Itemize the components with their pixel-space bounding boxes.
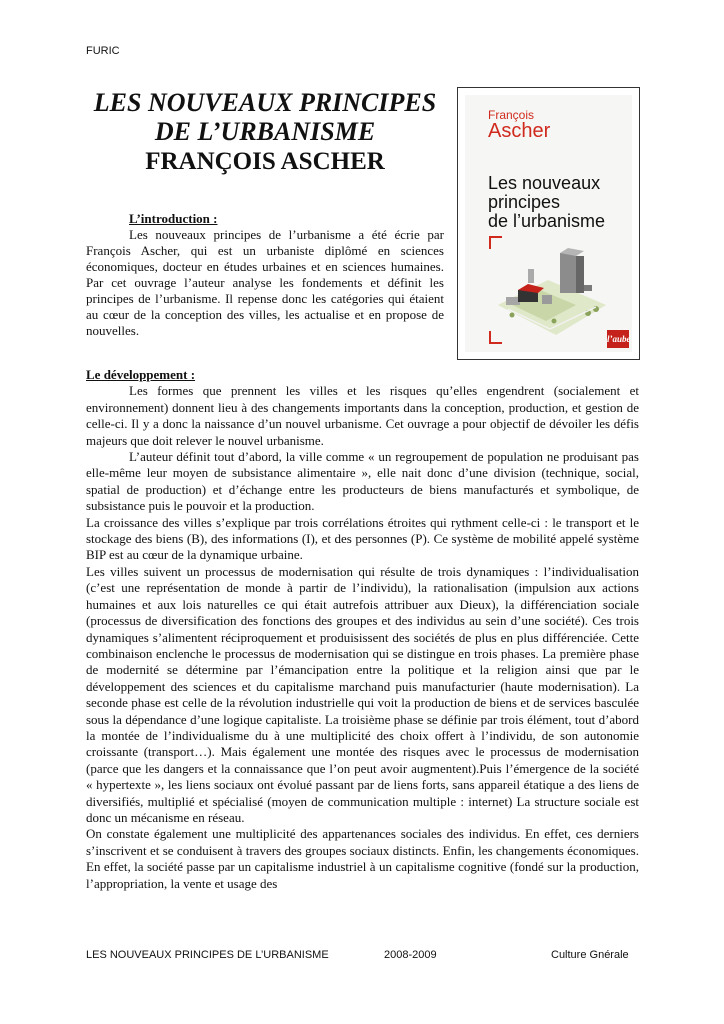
footer-title: LES NOUVEAUX PRINCIPES DE L’URBANISME [86, 949, 329, 961]
cover-author-first: François [488, 108, 535, 122]
development-section [86, 367, 639, 892]
footer-year: 2008-2009 [384, 949, 437, 961]
cover-title-line: Les nouveaux [488, 173, 601, 193]
cover-title-line: principes [488, 192, 561, 212]
header-label: FURIC [86, 45, 120, 57]
cover-city-illustration [488, 235, 608, 345]
cover-title [488, 174, 628, 231]
cover-title-line: de l’urbanisme [488, 211, 606, 231]
document-title [86, 88, 444, 176]
body-paragraph: Les villes suivent un processus de modernisation qui résulte de trois dynamiques : l’individualisation (c’est une représentation de monde à partir de l’individu), la rationalisation (impulsion aux actions humaines et aux lois naturelles ce qui était autrefois attribuer aux Dieux), la différenciation sociale (processus de diversification des fonctions des groupes et des individus au sein d’une société). Ces trois dynamiques s’alimentent réciproquement et produisissent des sociétés de plus en plus différenciée. Cette combinaison enclenche le processus de modernisation qui se distingue en trois phases. La première phase de modernité se détermine par l’émancipation entre la politique et la religion ainsi que par le développement des sciences et du capitalisme marchand puis manufacturier (haute modernisation). La seconde phase est celle de la révolution industrielle qui voit la production de biens et de services basculée sous la dépendance d’une logique capitaliste. La troisième phase se définie par trois élément, tout d’abord la montée de l’individualisme du à une multiplicité des choix offert à l’individu, de son autonomie croissante (transport…). Mais également une montée des risques avec le processus de modernisation (parce que les dangers et la connaissance que l’on peut avoir augmentent).Puis l’émergence de la société « hypertexte », les liens sociaux ont évolué passant par de liens forts, sans appareil étatique a des liens de diversifiés, multiplié et spécialisé (moyen de communication multiple : internet) La structure sociale est donc un mécanisme en réseau. [86, 563, 639, 825]
title-line-1: LES NOUVEAUX PRINCIPES [93, 88, 437, 117]
cover-author-last: Ascher [488, 120, 551, 142]
publisher-logo: l’aube [607, 330, 629, 348]
intro-section [86, 211, 444, 339]
body-paragraph: Les formes que prennent les villes et les risques qu’elles engendrent (socialement et environnement) donnent lieu à des changements importants dans la conception, production, et gestion de celle-ci. Il y a donc la naissance d’un nouvel urbanisme. Cet ouvrage a pour objectif de dévoiler les défis majeurs que doit relever le nouvel urbanisme. [86, 383, 639, 448]
development-heading: Le développement : [86, 367, 196, 382]
book-cover [465, 95, 632, 352]
title-line-2: DE L’URBANISME [154, 117, 376, 146]
intro-heading: L’introduction : [129, 211, 218, 226]
book-cover-frame [457, 87, 640, 360]
title-author: FRANÇOIS ASCHER [145, 148, 385, 175]
body-paragraph: L’auteur définit tout d’abord, la ville comme « un regroupement de population ne produisant pas elle-même leur moyen de subsistance alimentaire », elle nait donc d’une division (technique, social, spatial de production) et d’échange entre les producteurs de biens manufacturés et symbolique, de subsistance puis le pouvoir et la production. [86, 449, 639, 514]
body-paragraph: On constate également une multiplicité des appartenances sociales des individus. En effet, ces derniers s’inscrivent et se conduisent à travers des groupes sociaux distincts. Enfin, les changements économiques. En effet, la société passe par un capitalisme industriel à un capitalisme cognitive (fondé sur la production, l’appropriation, la vente et usage des [86, 826, 639, 891]
body-paragraph: La croissance des villes s’explique par trois corrélations étroites qui rythment celle-ci : le transport et le stockage des biens (B), des informations (I), et des personnes (P). Ce système de mobilité appelé système BIP est au cœur de la dynamique urbaine. [86, 514, 639, 563]
footer-subject: Culture Gnérale [551, 949, 629, 961]
intro-text: Les nouveaux principes de l’urbanisme a été écrie par François Ascher, qui est un urbaniste diplômé en sciences économiques, docteur en études urbaines et en sciences humaines. Par cet ouvrage l’auteur analyse les fondements et définit les principes de l’urbanisme. Il repense donc les catégories qui étaient au cœur de la conception des villes, les actualise et en propose de nouvelles. [86, 227, 444, 338]
